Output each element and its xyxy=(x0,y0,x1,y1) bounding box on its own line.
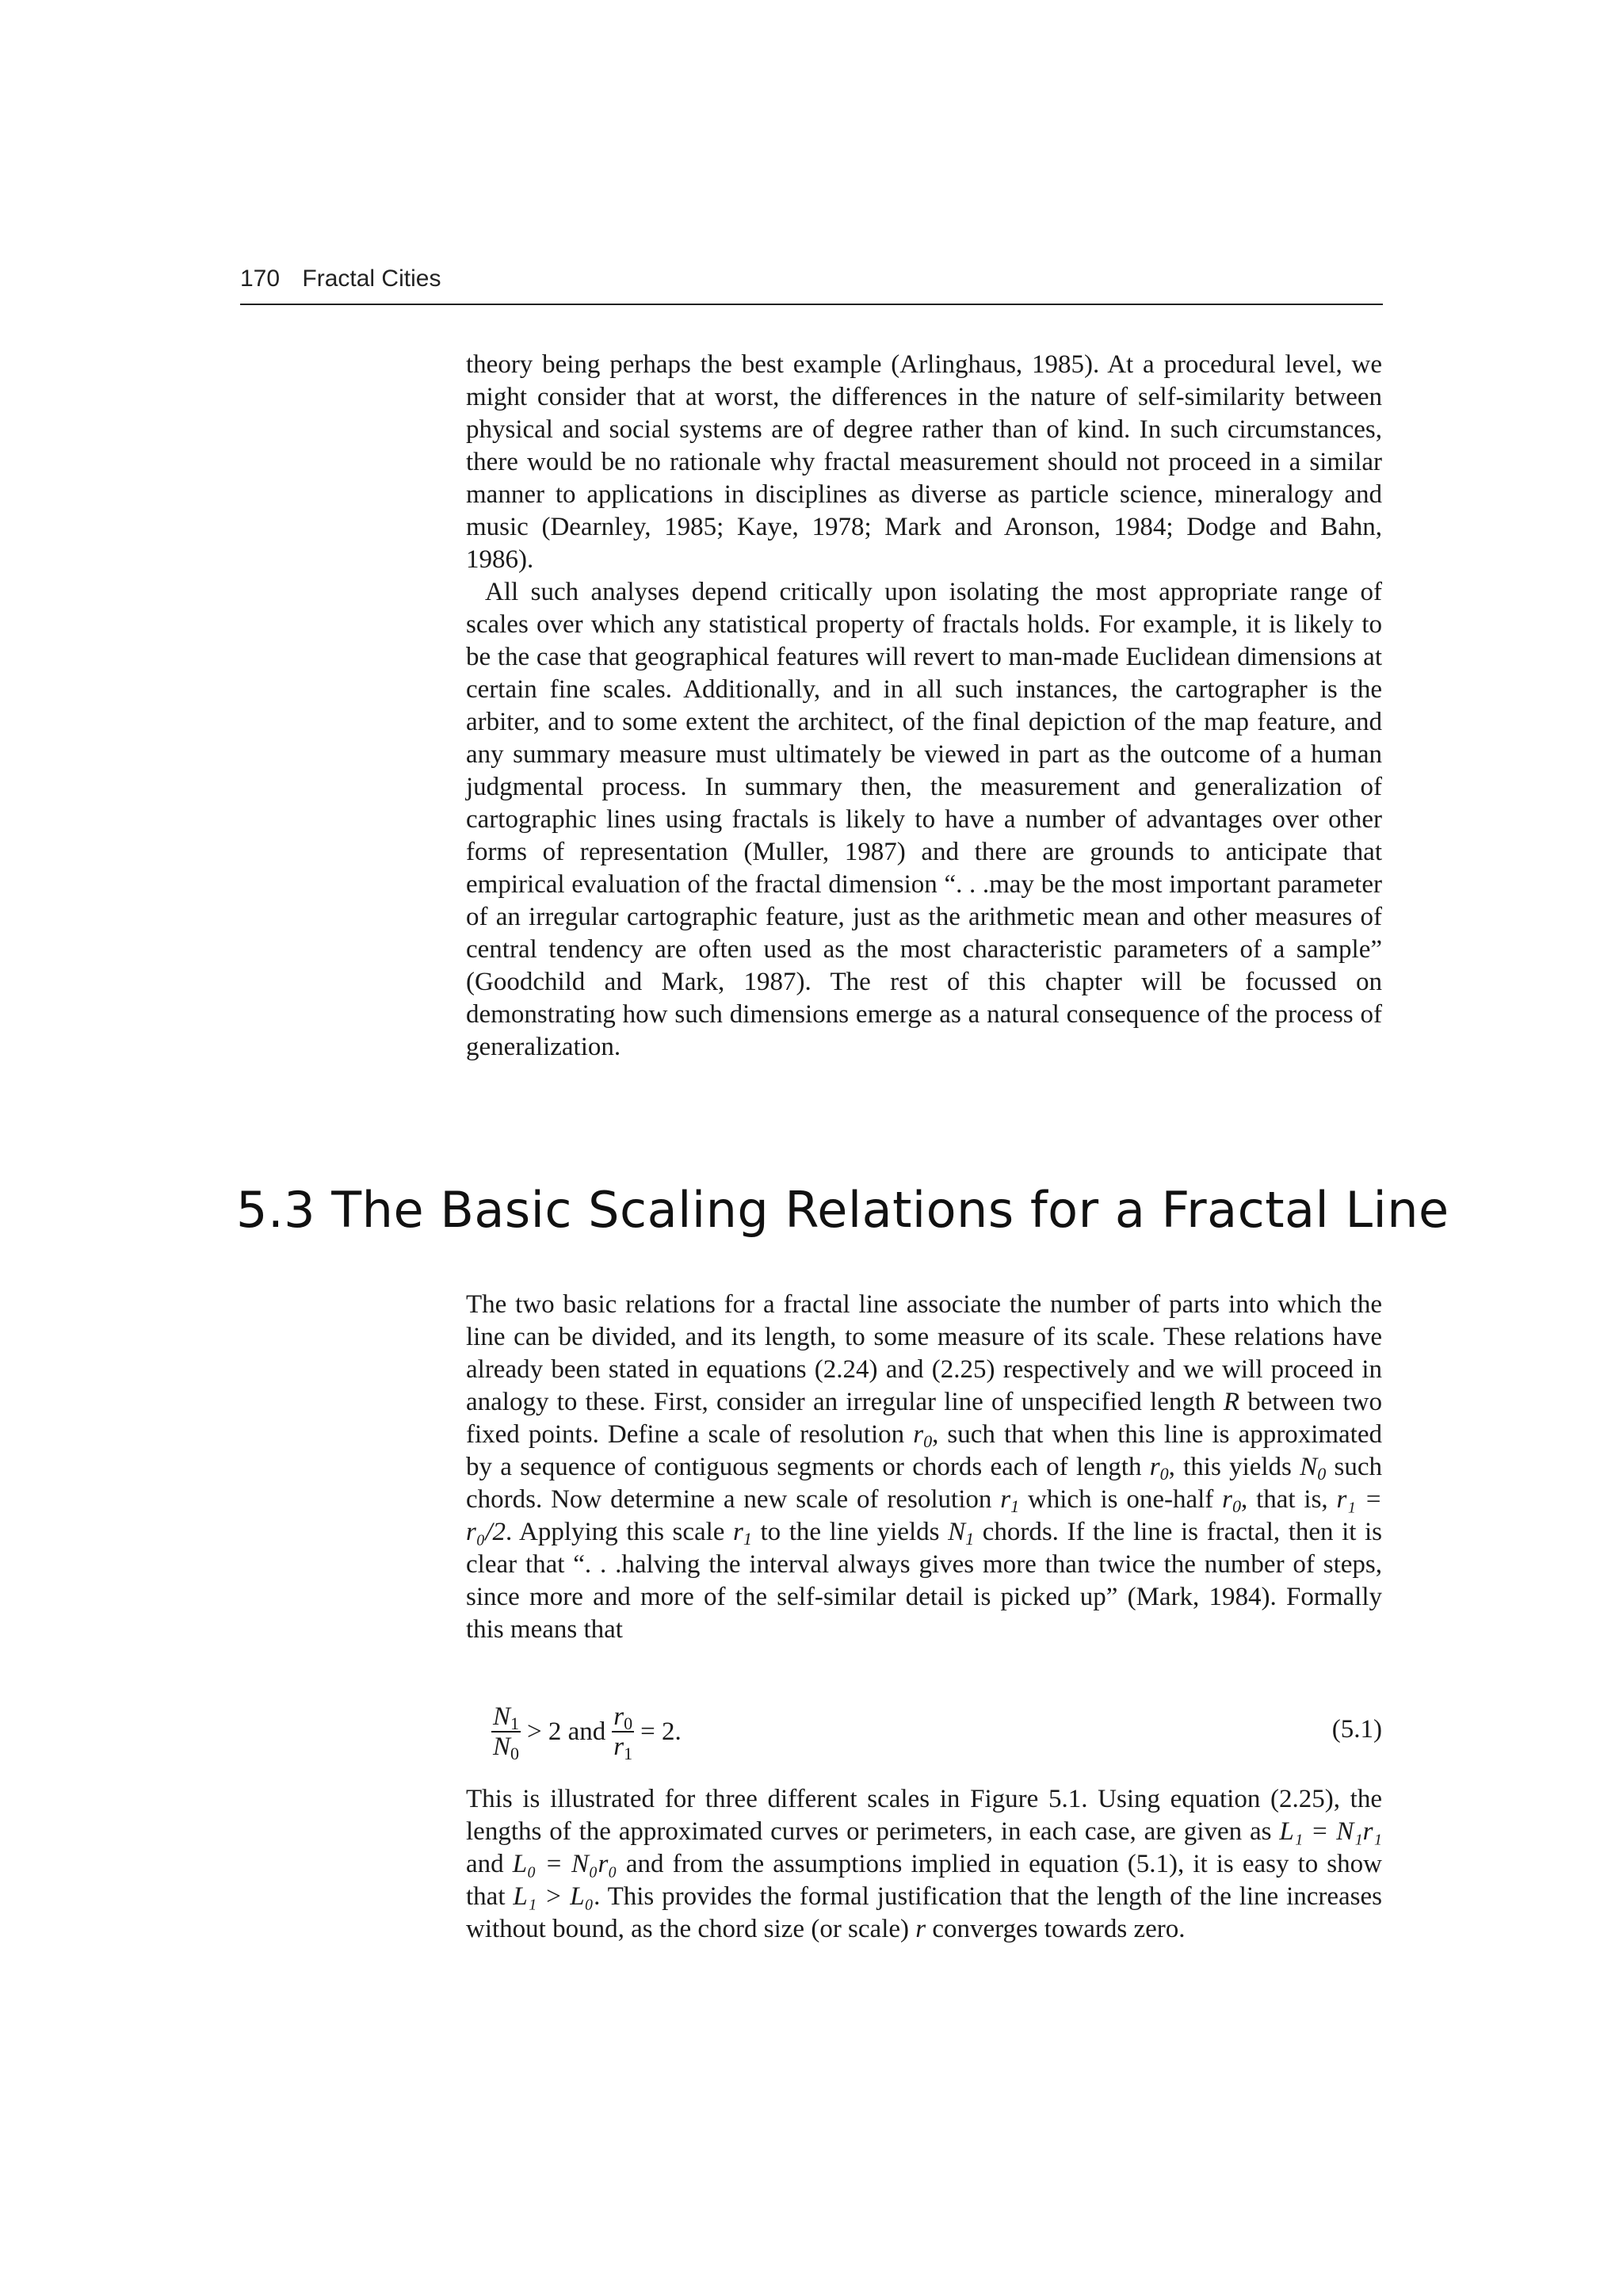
var-r1: $r_1$ xyxy=(733,1518,752,1549)
gt-two-and: > 2 and xyxy=(527,1717,606,1746)
paragraph-scaling xyxy=(466,1289,1382,1646)
text-run: , this yields xyxy=(1168,1453,1300,1481)
equation-5-1 xyxy=(491,1696,1382,1767)
eq-L0: L₀ = N₀r₀ xyxy=(512,1850,617,1878)
paragraph-illustrated xyxy=(466,1783,1382,1946)
fraction-r0-r1: $\frac{r_0}{r_1}$ xyxy=(613,1702,633,1763)
text-run: and xyxy=(466,1850,513,1878)
text-run: . This provides the formal justification that the length of the line increases without bound, as the chord size (or scale) xyxy=(466,1882,1383,1943)
var-N1: $N_1$ xyxy=(948,1518,975,1549)
paragraph-continued: theory being perhaps the best example (Arlinghaus, 1985). At a procedural level, we might consider that at worst, the differences in the nature of self-similarity between physical and social systems are of degree rather than of kind. In such circumstances, there would be no rationale why fractal measurement should not proceed in a similar manner to applications in disciplines as diverse as particle science, mineralogy and music (Dearnley, 1985; Kaye, 1978; Mark and Aronson, 1984; Dodge and Bahn, 1986). xyxy=(466,350,1382,574)
var-R: R xyxy=(1223,1388,1240,1416)
equation-number: (5.1) xyxy=(1331,1715,1382,1744)
text-run: The two basic relations for a fractal line associate the number of parts into which the line can be divided, and its length, to some measure of its scale. These relations have already been stated in equations (2.24) and (2.25) respectively and we will proceed in analogy to these. First, consider an irregular line of unspecified length xyxy=(466,1290,1382,1416)
fraction-N1-N0: $\frac{N_1}{N_0}$ xyxy=(493,1702,520,1763)
text-run: to the line yields xyxy=(751,1518,949,1546)
text-run: and from the assumptions implied in equation (5.1), it is easy to show that xyxy=(466,1850,1382,1911)
text-run: , such that when this line is approximated by a sequence of contiguous segments or chords each of length xyxy=(466,1420,1382,1481)
var-r0: $r_0$ xyxy=(1149,1453,1169,1484)
running-header xyxy=(240,266,1383,292)
paragraph-analyses: All such analyses depend critically upon isolating the most appropriate range of scales over which any statistical property of fractals holds. For example, it is likely to be the case that geographical features will revert to man-made Euclidean dimensions at certain fine scales. Additionally, and in all such instances, the cartographer is the arbiter, and to some extent the architect, of the final depiction of the map feature, and any summary measure must ultimately be viewed in part as the outcome of a human judgmental process. In summary then, the measurement and generalization of cartographic lines using fractals is likely to have a number of advantages over other forms of representation (Muller, 1987) and there are grounds to anticipate that empirical evaluation of the fractal dimension “. . .may be the most important parameter of an irregular cartographic feature, just as the arithmetic mean and other measures of central tendency are often used as the most characteristic parameters of a sample” (Goodchild and Mark, 1987). The rest of this chapter will be focussed on demonstrating how such dimensions emerge as a natural consequence of the process of generalization. xyxy=(466,578,1382,1061)
text-run: converges towards zero. xyxy=(926,1915,1186,1943)
var-r1: $r_1$ xyxy=(1000,1485,1020,1516)
text-run: which is one-half xyxy=(1019,1485,1223,1514)
text-run: between two fixed points. Define a scale of resolution xyxy=(466,1388,1382,1449)
text-run: . Applying this scale xyxy=(505,1518,734,1546)
eq-two: = 2. xyxy=(640,1717,682,1746)
section-heading: 5.3 The Basic Scaling Relations for a Fractal Line xyxy=(236,1181,1449,1239)
page-number: 170 xyxy=(240,266,281,292)
text-block-illustrated xyxy=(466,1783,1382,1946)
var-N0: $N_0$ xyxy=(1300,1453,1327,1484)
text-run: such chords. Now determine a new scale of resolution xyxy=(466,1453,1382,1514)
eq-L1: L₁ = N₁r₁ xyxy=(1279,1817,1382,1846)
running-title: Fractal Cities xyxy=(302,266,441,292)
var-r: r xyxy=(915,1915,926,1943)
text-run: , that is, xyxy=(1240,1485,1337,1514)
text-run: This is illustrated for three different scales in Figure 5.1. Using equation (2.25), the lengths of the approximated curves or perimeters, in each case, are given as xyxy=(466,1785,1382,1846)
header-rule xyxy=(240,304,1383,305)
ineq-L1-L0: L₁ > L₀ xyxy=(513,1882,594,1911)
text-run: chords. If the line is fractal, then it is clear that “. . .halving the interval always gives more than twice the number of steps, since more and more of the self-similar detail is picked up” (Mark, 1984). Formally this means that xyxy=(466,1518,1383,1644)
var-r0: $r_0$ xyxy=(1222,1485,1241,1516)
text-block-top xyxy=(466,349,1382,1064)
var-r0: $r_0$ xyxy=(913,1420,933,1451)
eq-r1-half: r₁ = r₀/2 xyxy=(466,1485,1382,1546)
text-block-scaling xyxy=(466,1289,1382,1646)
